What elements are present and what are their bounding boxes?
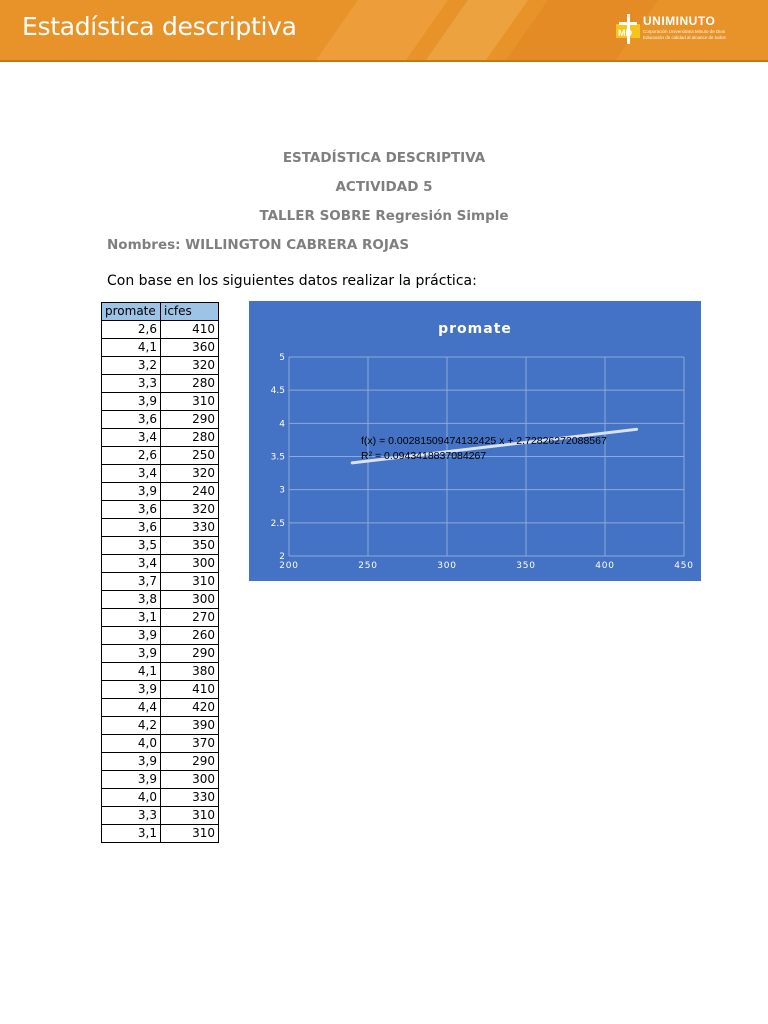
promate-cell: 3,1 xyxy=(102,609,161,627)
icfes-cell: 370 xyxy=(161,735,219,753)
icfes-cell: 310 xyxy=(161,573,219,591)
y-tick-label: 2 xyxy=(279,552,285,562)
icfes-cell: 280 xyxy=(161,429,219,447)
icfes-cell: 360 xyxy=(161,339,219,357)
logo-tagline: Educación de calidad al alcance de todos xyxy=(643,35,726,40)
header-title: Estadística descriptiva xyxy=(22,12,297,41)
data-table xyxy=(101,302,219,843)
table-row xyxy=(102,447,219,465)
logo-name: UNIMINUTO xyxy=(643,14,716,28)
table-row xyxy=(102,465,219,483)
promate-cell: 3,9 xyxy=(102,771,161,789)
icfes-cell: 290 xyxy=(161,411,219,429)
table-row xyxy=(102,321,219,339)
table-row xyxy=(102,699,219,717)
promate-cell: 4,1 xyxy=(102,663,161,681)
table-row xyxy=(102,591,219,609)
icfes-cell: 390 xyxy=(161,717,219,735)
table-row xyxy=(102,393,219,411)
table-row xyxy=(102,681,219,699)
promate-cell: 2,6 xyxy=(102,321,161,339)
x-tick-label: 300 xyxy=(437,561,457,571)
icfes-cell: 270 xyxy=(161,609,219,627)
x-tick-label: 250 xyxy=(358,561,378,571)
icfes-cell: 310 xyxy=(161,825,219,843)
scatter-chart xyxy=(249,301,701,581)
svg-text:MD: MD xyxy=(618,28,632,38)
uniminuto-logo-icon xyxy=(616,14,640,44)
promate-cell: 3,9 xyxy=(102,627,161,645)
icfes-cell: 260 xyxy=(161,627,219,645)
table-row xyxy=(102,627,219,645)
table-row xyxy=(102,753,219,771)
header-rule xyxy=(0,60,768,62)
promate-cell: 3,6 xyxy=(102,411,161,429)
promate-cell: 3,6 xyxy=(102,519,161,537)
promate-cell: 3,9 xyxy=(102,753,161,771)
y-tick-label: 4 xyxy=(279,419,285,430)
icfes-cell: 280 xyxy=(161,375,219,393)
table-row xyxy=(102,501,219,519)
table-row xyxy=(102,663,219,681)
table-row xyxy=(102,537,219,555)
table-row xyxy=(102,717,219,735)
table-row xyxy=(102,789,219,807)
y-tick-label: 4.5 xyxy=(270,386,285,397)
promate-cell: 4,4 xyxy=(102,699,161,717)
promate-cell: 3,8 xyxy=(102,591,161,609)
icfes-cell: 320 xyxy=(161,357,219,375)
promate-cell: 4,1 xyxy=(102,339,161,357)
icfes-cell: 350 xyxy=(161,537,219,555)
icfes-cell: 320 xyxy=(161,501,219,519)
icfes-cell: 410 xyxy=(161,681,219,699)
trendline-r-squared: R² = 0.0943418837084267 xyxy=(361,450,487,462)
promate-cell: 4,0 xyxy=(102,789,161,807)
icfes-cell: 300 xyxy=(161,591,219,609)
table-row xyxy=(102,411,219,429)
uniminuto-logo xyxy=(616,12,744,46)
icfes-cell: 320 xyxy=(161,465,219,483)
instructions: Con base en los siguientes datos realizar la práctica: xyxy=(107,273,477,289)
promate-cell: 3,9 xyxy=(102,681,161,699)
promate-cell: 3,1 xyxy=(102,825,161,843)
promate-cell: 4,2 xyxy=(102,717,161,735)
table-row xyxy=(102,609,219,627)
page-header xyxy=(0,0,768,62)
promate-cell: 3,2 xyxy=(102,357,161,375)
chart-canvas xyxy=(249,301,701,581)
y-tick-label: 3.5 xyxy=(270,452,285,463)
promate-cell: 3,9 xyxy=(102,483,161,501)
table-row xyxy=(102,807,219,825)
icfes-cell: 420 xyxy=(161,699,219,717)
icfes-cell: 290 xyxy=(161,753,219,771)
promate-cell: 3,4 xyxy=(102,429,161,447)
icfes-cell: 290 xyxy=(161,645,219,663)
promate-cell: 3,9 xyxy=(102,393,161,411)
x-tick-label: 200 xyxy=(279,561,299,571)
promate-cell: 3,7 xyxy=(102,573,161,591)
promate-cell: 3,5 xyxy=(102,537,161,555)
icfes-cell: 310 xyxy=(161,807,219,825)
table-row xyxy=(102,771,219,789)
icfes-cell: 300 xyxy=(161,555,219,573)
promate-cell: 3,4 xyxy=(102,555,161,573)
promate-cell: 3,4 xyxy=(102,465,161,483)
chart-title: promate xyxy=(438,321,512,337)
table-row xyxy=(102,825,219,843)
icfes-cell: 380 xyxy=(161,663,219,681)
y-tick-label: 5 xyxy=(279,353,285,363)
icfes-cell: 300 xyxy=(161,771,219,789)
y-tick-label: 2.5 xyxy=(270,518,285,529)
icfes-cell: 240 xyxy=(161,483,219,501)
y-tick-label: 3 xyxy=(279,485,285,496)
table-row xyxy=(102,573,219,591)
table-row xyxy=(102,519,219,537)
promate-cell: 3,3 xyxy=(102,375,161,393)
trendline-equation: f(x) = 0.00281509474132425 x + 2.72826272088567 xyxy=(361,435,607,447)
promate-cell: 4,0 xyxy=(102,735,161,753)
column-header: icfes xyxy=(161,303,219,321)
promate-cell: 3,6 xyxy=(102,501,161,519)
table-row xyxy=(102,555,219,573)
column-header: promate xyxy=(102,303,161,321)
logo-tagline: Corporación Universitaria Minuto de Dios xyxy=(643,29,726,34)
student-names: Nombres: WILLINGTON CABRERA ROJAS xyxy=(107,237,410,253)
table-row xyxy=(102,357,219,375)
promate-cell: 2,6 xyxy=(102,447,161,465)
table-row xyxy=(102,375,219,393)
document-heading: ESTADÍSTICA DESCRIPTIVA xyxy=(282,150,486,166)
table-row xyxy=(102,429,219,447)
icfes-cell: 310 xyxy=(161,393,219,411)
promate-cell: 3,9 xyxy=(102,645,161,663)
document-subheading: TALLER SOBRE Regresión Simple xyxy=(259,208,509,224)
table-row xyxy=(102,339,219,357)
x-tick-label: 350 xyxy=(516,561,536,571)
icfes-cell: 410 xyxy=(161,321,219,339)
table-row xyxy=(102,735,219,753)
table-row xyxy=(102,645,219,663)
table-header-row xyxy=(102,303,219,321)
icfes-cell: 330 xyxy=(161,789,219,807)
document-subheading: ACTIVIDAD 5 xyxy=(335,179,433,195)
table-row xyxy=(102,483,219,501)
promate-cell: 3,3 xyxy=(102,807,161,825)
x-tick-label: 400 xyxy=(595,561,615,571)
icfes-cell: 250 xyxy=(161,447,219,465)
x-tick-label: 450 xyxy=(674,561,694,571)
icfes-cell: 330 xyxy=(161,519,219,537)
